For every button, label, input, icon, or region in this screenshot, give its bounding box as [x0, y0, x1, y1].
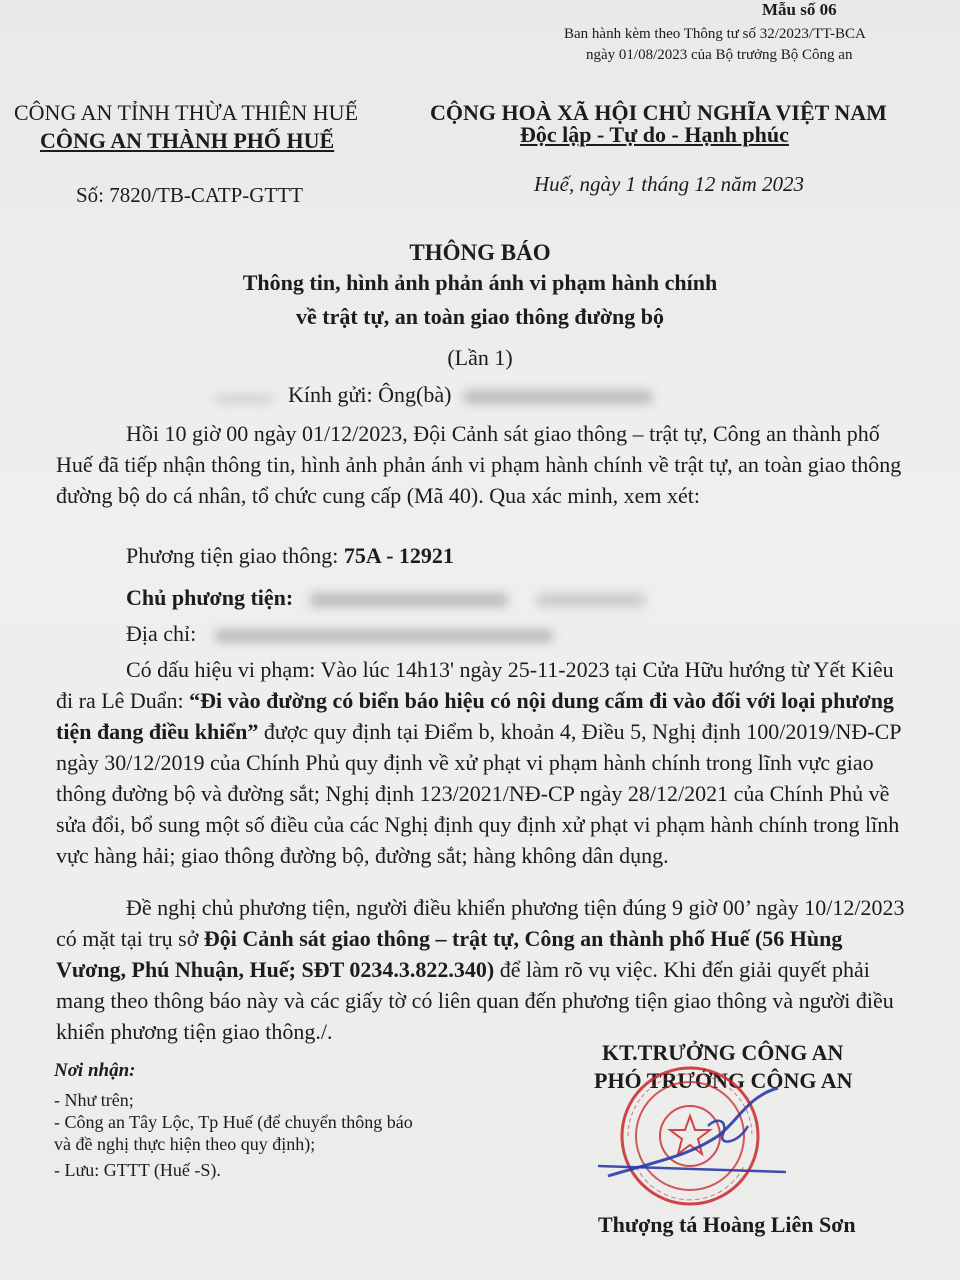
form-number: Mẫu số 06 [762, 0, 837, 19]
redacted-owner [309, 593, 509, 607]
recipients-item-2b: và đề nghị thực hiện theo quy định); [54, 1134, 316, 1154]
official-seal-icon [598, 1066, 788, 1216]
paragraph-request: Đề nghị chủ phương tiện, người điều khiển phương tiện đúng 9 giờ 00’ ngày 10/12/2023 có mặt tại trụ sở Đội Cảnh sát giao thông – trật tự, Công an thành phố Huế (56 Hùng Vương, Phú Nhuận, Huế; SĐT 0234.3.822.340) để làm rõ vụ việc. Khi đến giải quyết phải mang theo thông báo này và các giấy tờ có liên quan đến phương tiện giao thông và người điều khiển phương tiện giao thông./. [56, 895, 905, 1044]
owner-label: Chủ phương tiện: [126, 585, 294, 610]
country-name: CỘNG HOÀ XÃ HỘI CHỦ NGHĨA VIỆT NAM [430, 100, 887, 125]
document-title: THÔNG BÁO [409, 240, 551, 265]
document-subtitle-2: về trật tự, an toàn giao thông đường bộ [295, 304, 664, 329]
signer-name: Thượng tá Hoàng Liên Sơn [598, 1212, 856, 1237]
address-field [126, 621, 554, 647]
document-number: Số: 7820/TB-CATP-GTTT [76, 183, 303, 207]
owner-field [126, 585, 646, 611]
recipient-line [288, 382, 653, 408]
org-parent: CÔNG AN TỈNH THỪA THIÊN HUẾ [14, 100, 359, 125]
document-date: Huế, ngày 1 tháng 12 năm 2023 [534, 172, 805, 196]
document-subtitle-1: Thông tin, hình ảnh phản ánh vi phạm hành chính [242, 270, 718, 295]
vehicle-field [126, 543, 454, 569]
redacted-owner-extra [536, 593, 646, 607]
form-issued-line2: ngày 01/08/2023 của Bộ trưởng Bộ Công an [586, 47, 853, 63]
redacted-smudge [214, 390, 274, 408]
recipient-label: Kính gửi: Ông(bà) [288, 382, 452, 407]
motto: Độc lập - Tự do - Hạnh phúc [520, 122, 789, 147]
signer-title-1: KT.TRƯỞNG CÔNG AN [602, 1040, 844, 1065]
address-label: Địa chỉ: [126, 621, 197, 646]
redacted-address [214, 629, 554, 643]
vehicle-label: Phương tiện giao thông: [126, 543, 344, 568]
form-issued-line1: Ban hành kèm theo Thông tư số 32/2023/TT-BCA [564, 26, 866, 42]
org-name: CÔNG AN THÀNH PHỐ HUẾ [40, 128, 335, 153]
paragraph-intake: Hồi 10 giờ 00 ngày 01/12/2023, Đội Cảnh sát giao thông – trật tự, Công an thành phố Huế đã tiếp nhận thông tin, hình ảnh phản ánh vi phạm hành chính về trật tự, an toàn giao thông đường bộ do cá nhân, tổ chức cung cấp (Mã 40). Qua xác minh, xem xét: [56, 421, 902, 508]
recipients-item-1: - Như trên; [54, 1090, 134, 1110]
vehicle-plate: 75A - 12921 [343, 543, 454, 568]
attempt-number: (Lần 1) [447, 345, 513, 370]
redacted-recipient [463, 390, 653, 404]
paragraph-violation: Có dấu hiệu vi phạm: Vào lúc 14h13' ngày 25-11-2023 tại Cửa Hữu hướng từ Yết Kiêu đi ra Lê Duẩn: “Đi vào đường có biển báo hiệu có nội dung cấm đi vào đối với loại phương tiện đang điều khiển” được quy định tại Điểm b, khoản 4, Điều 5, Nghị định 100/2019/NĐ-CP ngày 30/12/2019 của Chính Phủ quy định về xử phạt vi phạm hành chính trong lĩnh vực giao thông đường bộ và đường sắt; Nghị định 123/2021/NĐ-CP ngày 28/12/2021 của Chính Phủ về sửa đổi, bổ sung một số điều của các Nghị định quy định xử phạt vi phạm hành chính trong lĩnh vực hàng hải; giao thông đường bộ, đường sắt; hàng không dân dụng. [56, 657, 901, 868]
signer-title-2: PHÓ TRƯỞNG CÔNG AN [594, 1068, 853, 1093]
recipients-title: Nơi nhận: [54, 1060, 136, 1081]
recipients-item-2: - Công an Tây Lộc, Tp Huế (để chuyển thông báo [54, 1112, 413, 1132]
recipients-item-3: - Lưu: GTTT (Huế -S). [54, 1160, 221, 1180]
